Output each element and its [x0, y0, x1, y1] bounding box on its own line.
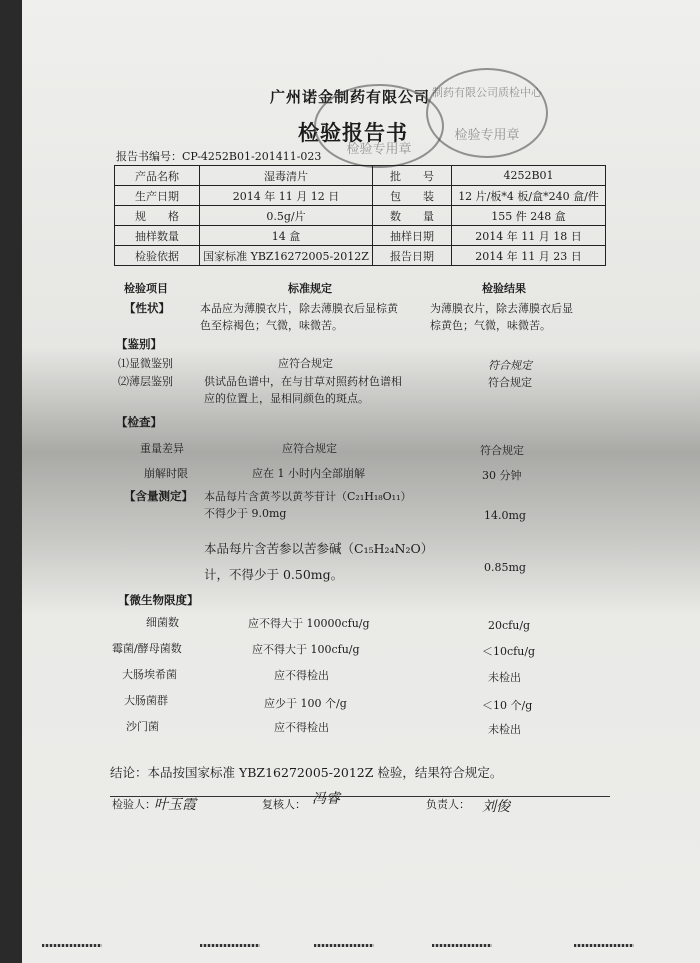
microbial-item: 大肠菌群 — [124, 694, 168, 707]
inspection-result2: 30 分钟 — [482, 469, 522, 482]
table-cell: 国家标准 YBZ16272005-2012Z — [200, 246, 373, 266]
reviewer-label: 复核人： — [262, 798, 306, 811]
table-row — [115, 186, 606, 206]
microbial-item: 沙门菌 — [126, 720, 159, 733]
table-cell: 12 片/板*4 板/盒*240 盒/件 — [452, 186, 606, 206]
table-cell: 14 盒 — [200, 226, 373, 246]
identification-item1: ⑴显微鉴别 — [118, 357, 173, 370]
character-standard-line1: 本品应为薄膜衣片，除去薄膜衣后显棕黄 — [200, 302, 398, 315]
microbial-result: 20cfu/g — [488, 619, 531, 632]
microbial-standard: 应不得大于 100cfu/g — [252, 643, 360, 656]
table-row — [115, 226, 606, 246]
assay-standard2-line1: 本品每片含苦参以苦参碱（C₁₅H₂₄N₂O） — [204, 541, 434, 556]
table-cell: 批 号 — [373, 166, 452, 186]
column-header-standard: 标准规定 — [288, 282, 332, 295]
microbial-standard: 应不得检出 — [274, 721, 329, 734]
responsible-label: 负责人： — [426, 798, 470, 811]
inspection-standard2: 应在 1 小时内全部崩解 — [252, 467, 365, 480]
microbial-item: 细菌数 — [146, 616, 179, 629]
inspection-item2: 崩解时限 — [144, 467, 188, 480]
section-character: 【性状】 — [124, 301, 170, 315]
inspection-result1: 符合规定 — [480, 444, 524, 457]
report-title: 检验报告书 — [298, 120, 408, 145]
table-cell: 抽样日期 — [373, 226, 452, 246]
microbial-standard: 应少于 100 个/g — [264, 697, 347, 710]
microbial-result: 未检出 — [488, 671, 521, 684]
scan-mark — [42, 944, 102, 947]
table-cell: 2014 年 11 月 23 日 — [452, 246, 606, 266]
product-info-table — [114, 165, 606, 266]
table-cell: 数 量 — [373, 206, 452, 226]
table-cell: 2014 年 11 月 18 日 — [452, 226, 606, 246]
column-header-item: 检验项目 — [124, 282, 168, 295]
report-paper — [22, 0, 700, 963]
inspection-stamp-right: 制药有限公司质检中心 检验专用章 — [426, 68, 548, 158]
microbial-result: 未检出 — [488, 723, 521, 736]
microbial-result: ＜10cfu/g — [482, 645, 536, 658]
table-cell: 2014 年 11 月 12 日 — [200, 186, 373, 206]
microbial-result: ＜10 个/g — [482, 699, 533, 712]
assay-standard1-line1: 本品每片含黄芩以黄芩苷计（C₂₁H₁₈O₁₁） — [204, 490, 412, 503]
identification-standard2-line1: 供试品色谱中，在与甘草对照药材色谱相 — [204, 375, 402, 388]
table-cell: 检验依据 — [115, 246, 200, 266]
table-cell: 生产日期 — [115, 186, 200, 206]
scan-mark — [314, 944, 374, 947]
table-cell: 0.5g/片 — [200, 206, 373, 226]
inspection-item1: 重量差异 — [140, 442, 184, 455]
assay-standard1-line2: 不得少于 9.0mg — [204, 507, 287, 520]
scan-mark — [574, 944, 634, 947]
character-result-line1: 为薄膜衣片，除去薄膜衣后显 — [430, 302, 573, 315]
section-inspection: 【检查】 — [116, 415, 162, 429]
inspector-label: 检验人： — [112, 798, 156, 811]
assay-standard2-line2: 计，不得少于 0.50mg。 — [204, 567, 344, 582]
identification-result1: 符合规定 — [488, 359, 532, 372]
table-cell: 抽样数量 — [115, 226, 200, 246]
column-header-result: 检验结果 — [482, 282, 526, 295]
table-cell: 4252B01 — [452, 166, 606, 186]
table-cell: 155 件 248 盒 — [452, 206, 606, 226]
section-microbial: 【微生物限度】 — [118, 593, 199, 607]
inspector-signature: 叶玉霞 — [154, 797, 196, 813]
section-identification: 【鉴别】 — [116, 337, 162, 351]
table-cell: 产品名称 — [115, 166, 200, 186]
reviewer-signature: 冯睿 — [312, 791, 340, 807]
microbial-item: 大肠埃希菌 — [122, 668, 177, 681]
identification-standard2-line2: 应的位置上，显相同颜色的斑点。 — [204, 392, 369, 405]
identification-standard1: 应符合规定 — [278, 357, 333, 370]
microbial-standard: 应不得检出 — [274, 669, 329, 682]
identification-item2: ⑵薄层鉴别 — [118, 375, 173, 388]
table-cell: 报告日期 — [373, 246, 452, 266]
scan-mark — [200, 944, 260, 947]
responsible-signature: 刘俊 — [482, 799, 510, 815]
microbial-item: 霉菌/酵母菌数 — [112, 642, 182, 655]
character-result-line2: 棕黄色；气微，味微苦。 — [430, 319, 551, 332]
microbial-standard: 应不得大于 10000cfu/g — [248, 617, 370, 630]
scan-mark — [432, 944, 492, 947]
conclusion: 结论：本品按国家标准 YBZ16272005-2012Z 检验，结果符合规定。 — [110, 765, 503, 780]
assay-result1: 14.0mg — [484, 509, 526, 522]
table-row — [115, 206, 606, 226]
inspection-stamp-left: 检验专用章 — [314, 84, 444, 168]
company-name: 广州诺金制药有限公司 — [270, 88, 431, 106]
character-standard-line2: 色至棕褐色；气微，味微苦。 — [200, 319, 343, 332]
inspection-standard1: 应符合规定 — [282, 442, 337, 455]
assay-result2: 0.85mg — [484, 561, 526, 574]
table-row — [115, 246, 606, 266]
table-cell: 规 格 — [115, 206, 200, 226]
table-row — [115, 166, 606, 186]
table-cell: 湿毒清片 — [200, 166, 373, 186]
table-cell: 包 装 — [373, 186, 452, 206]
identification-result2: 符合规定 — [488, 376, 532, 389]
report-number: 报告书编号：CP-4252B01-201411-023 — [116, 150, 322, 163]
section-assay: 【含量测定】 — [124, 489, 193, 503]
